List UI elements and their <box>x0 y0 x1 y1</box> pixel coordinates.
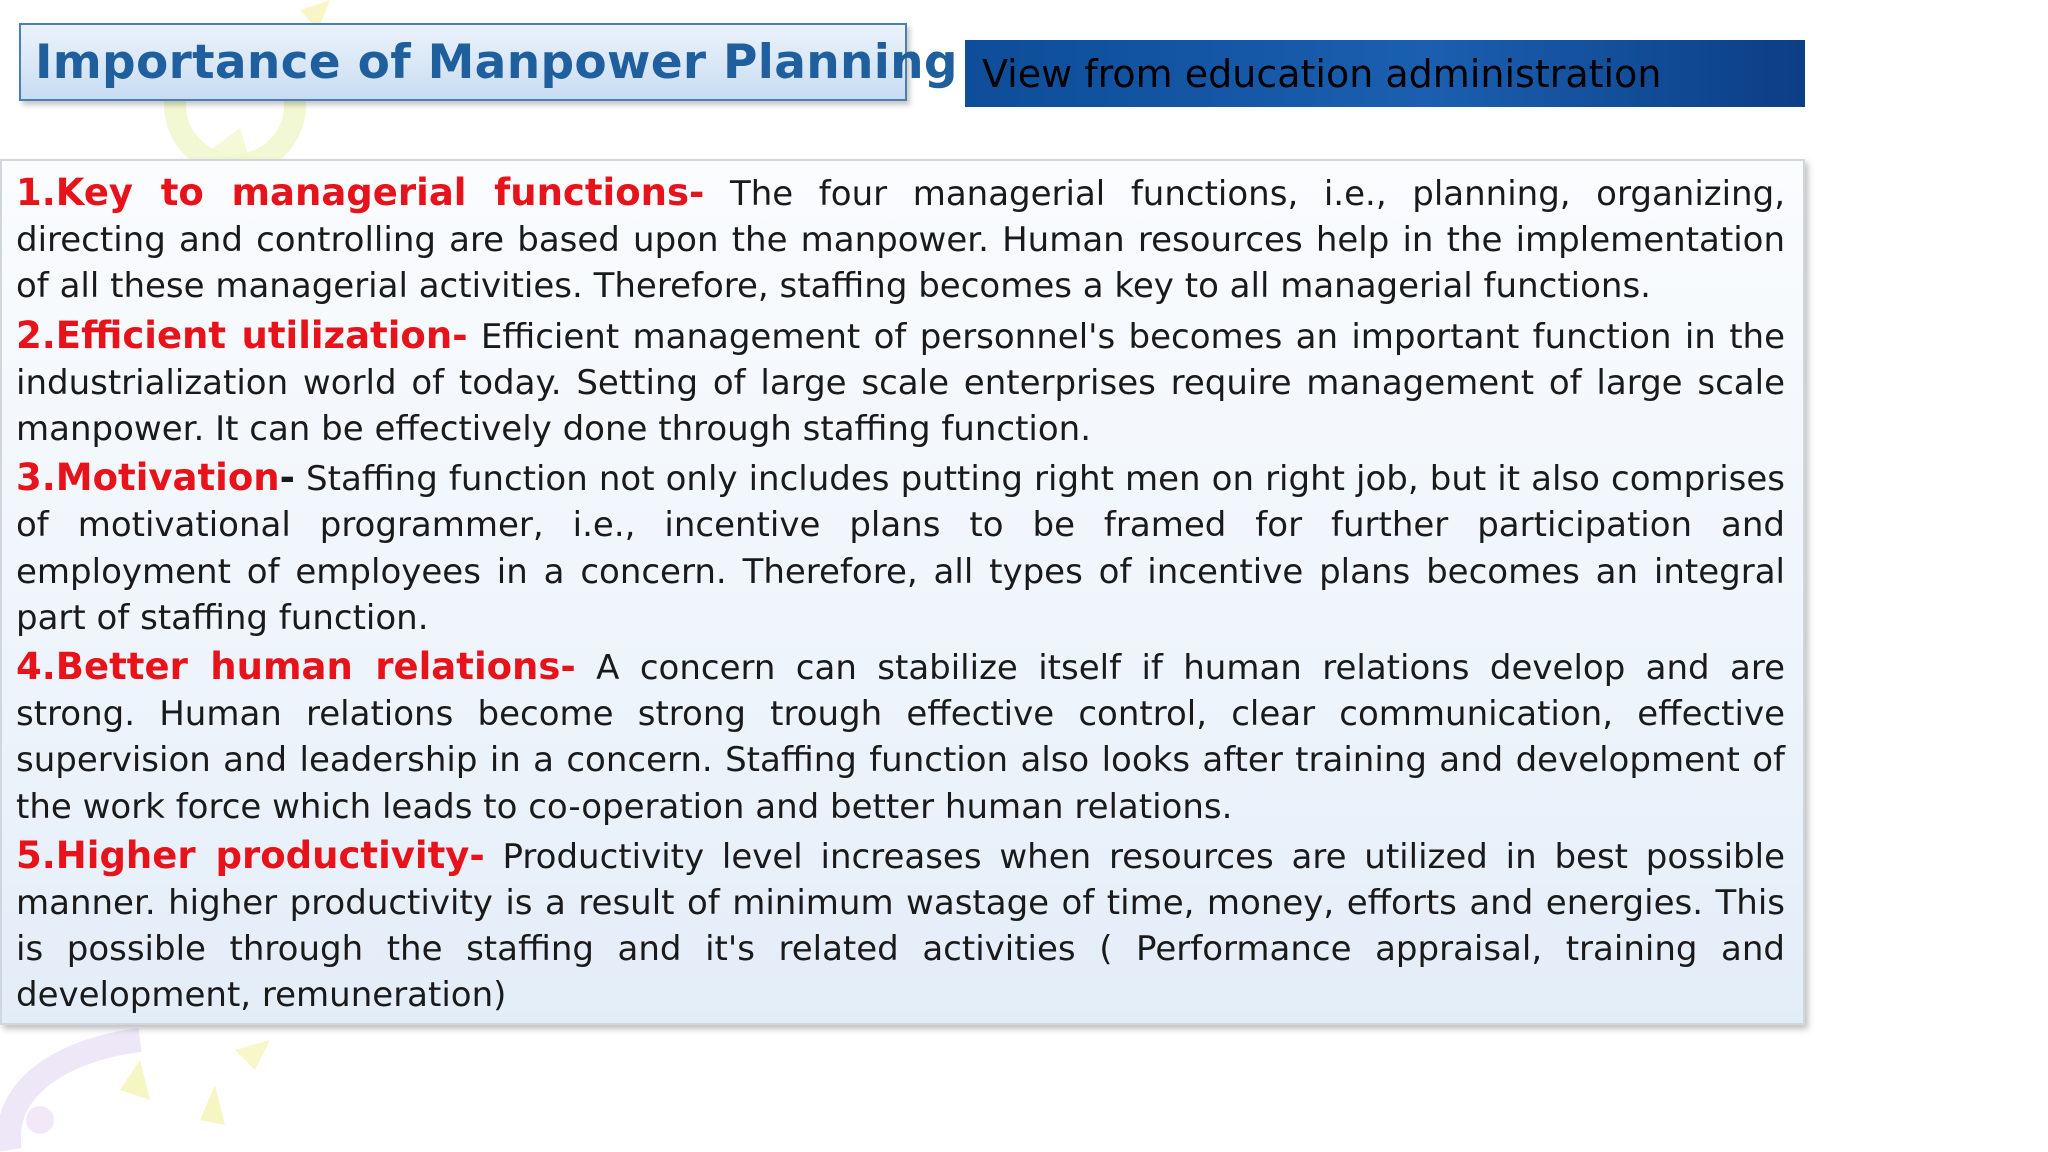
ray-bottom-1 <box>120 1060 150 1100</box>
point-5-text: Productivity level increases when resources are utilized in best possible manner. higher productivity is a result of minimum wastage of time, money, efforts and energies. This is possible through the staffing and it's related activities ( Performance appraisal, training and development, remuneration) <box>16 836 1785 1016</box>
ray-bottom-3 <box>235 1040 270 1070</box>
point-1-heading: 1.Key to managerial functions- <box>16 171 705 214</box>
point-2 <box>16 313 1785 453</box>
point-2-heading: 2.Efficient utilization- <box>16 313 468 357</box>
subtitle-text: View from education administration <box>982 51 1662 96</box>
point-3 <box>16 455 1785 641</box>
point-1 <box>16 170 1785 310</box>
swirl-bottom-left <box>9 1040 140 1150</box>
point-4-text: A concern can stabilize itself if human relations develop and are strong. Human relations become strong trough effective control, clear communication, effective supervision and leadership in a concern. Staffing function also looks after training and development of the work force which leads to co-operation and better human relations. <box>16 648 1786 827</box>
point-2-text: Efficient management of personnel's becomes an important function in the industrialization world of today. Setting of large scale enterprises require management of large scale manpower. It can be effectively done through staffing function. <box>16 316 1785 450</box>
subtitle-banner <box>965 40 1805 107</box>
point-3-dash: - <box>279 456 295 500</box>
point-3-heading: 3.Motivation <box>16 456 280 500</box>
point-4-heading: 4.Better human relations- <box>16 645 576 689</box>
point-1-text: The four managerial functions, i.e., planning, organizing, directing and controlling are based upon the manpower. Human resources help in the implementation of all these managerial activities. Therefore, staffing becomes a key to all managerial functions. <box>16 174 1785 307</box>
slide-title: Importance of Manpower Planning <box>35 34 958 90</box>
ray-top-2 <box>210 128 250 160</box>
point-5 <box>16 833 1785 1019</box>
point-3-text: Staffing function not only includes putting right men on right job, but it also comprises of motivational programmer, i.e., incentive plans to be framed for further participation and employment of employees in a concern. Therefore, all types of incentive plans becomes an integral part of staffing function. <box>16 459 1785 638</box>
point-5-heading: 5.Higher productivity- <box>16 833 485 877</box>
content-text-box <box>0 159 1805 1025</box>
dot-bottom <box>26 1106 54 1134</box>
point-4 <box>16 644 1785 830</box>
ray-bottom-2 <box>200 1085 225 1125</box>
slide-title-box <box>19 23 958 101</box>
